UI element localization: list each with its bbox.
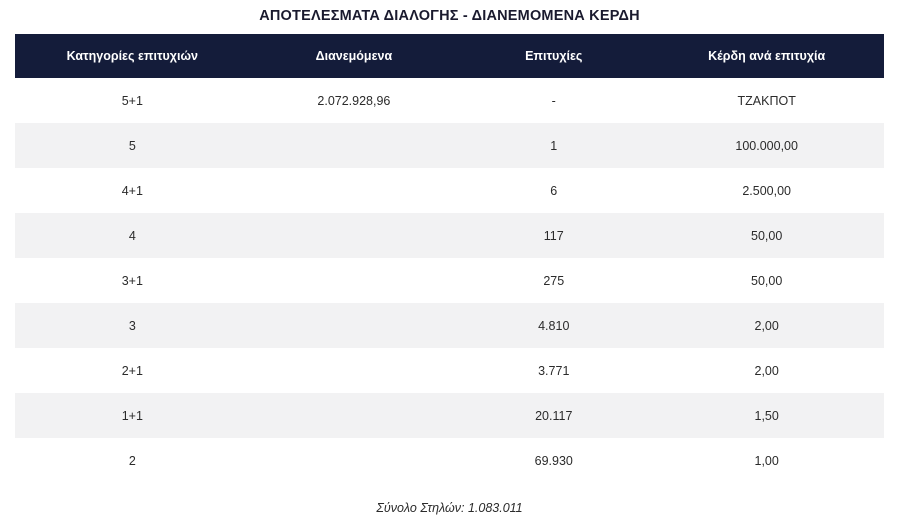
results-table [15,34,884,483]
column-header-wins: Επιτυχίες [458,34,649,78]
cell-distributed [250,168,459,213]
column-header-distributed: Διανεμόμενα [250,34,459,78]
column-header-prize-per-win: Κέρδη ανά επιτυχία [649,34,884,78]
table-header [15,34,884,78]
cell-wins: 6 [458,168,649,213]
cell-wins: 3.771 [458,348,649,393]
cell-category: 3 [15,303,250,348]
table-row [15,78,884,123]
table-body [15,78,884,483]
cell-prize: 2.500,00 [649,168,884,213]
cell-prize: ΤΖΑΚΠΟΤ [649,78,884,123]
total-columns-label: Σύνολο Στηλών: 1.083.011 [376,501,523,515]
cell-distributed [250,303,459,348]
column-header-categories: Κατηγορίες επιτυχιών [15,34,250,78]
cell-category: 5+1 [15,78,250,123]
cell-category: 4+1 [15,168,250,213]
cell-wins: 20.117 [458,393,649,438]
cell-prize: 100.000,00 [649,123,884,168]
table-row [15,168,884,213]
cell-category: 3+1 [15,258,250,303]
cell-prize: 1,00 [649,438,884,483]
cell-wins: - [458,78,649,123]
cell-prize: 2,00 [649,348,884,393]
cell-category: 2 [15,438,250,483]
cell-distributed [250,348,459,393]
cell-prize: 50,00 [649,258,884,303]
page-title: ΑΠΟΤΕΛΕΣΜΑΤΑ ΔΙΑΛΟΓΗΣ - ΔΙΑΝΕΜΟΜΕΝΑ ΚΕΡΔΗ [259,8,640,24]
cell-distributed [250,258,459,303]
cell-distributed [250,393,459,438]
cell-category: 2+1 [15,348,250,393]
cell-distributed [250,213,459,258]
table-row [15,303,884,348]
table-row [15,213,884,258]
cell-distributed [250,123,459,168]
table-row [15,348,884,393]
table-row [15,438,884,483]
cell-category: 5 [15,123,250,168]
cell-wins: 1 [458,123,649,168]
cell-wins: 117 [458,213,649,258]
cell-wins: 69.930 [458,438,649,483]
cell-prize: 1,50 [649,393,884,438]
table-header-row [15,34,884,78]
cell-category: 4 [15,213,250,258]
table-row [15,258,884,303]
cell-prize: 50,00 [649,213,884,258]
cell-wins: 4.810 [458,303,649,348]
table-row [15,123,884,168]
cell-category: 1+1 [15,393,250,438]
cell-distributed: 2.072.928,96 [250,78,459,123]
cell-prize: 2,00 [649,303,884,348]
cell-distributed [250,438,459,483]
cell-wins: 275 [458,258,649,303]
table-row [15,393,884,438]
